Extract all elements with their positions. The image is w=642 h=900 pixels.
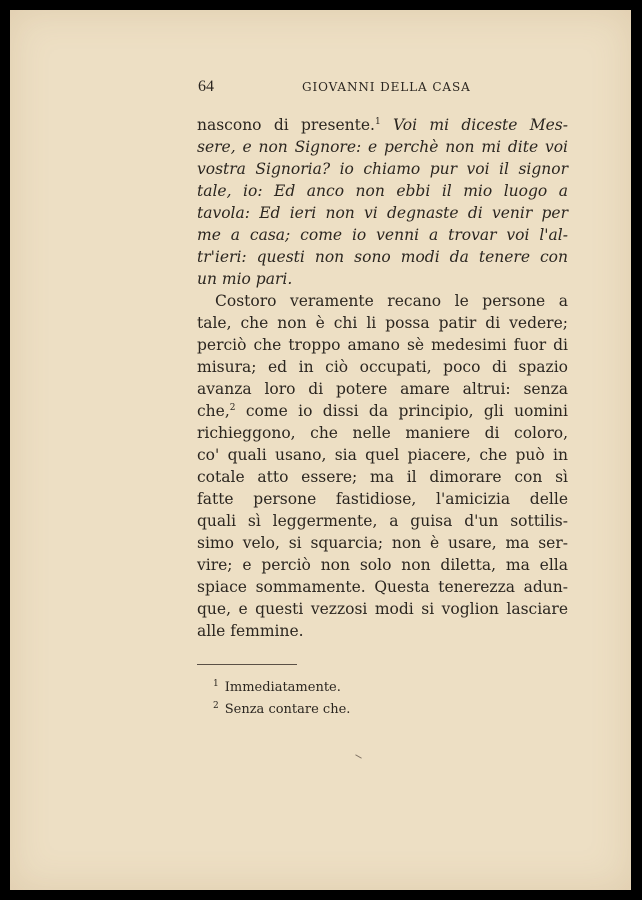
text-line: vostra Signoria? io chiamo pur voi il signor [197,160,568,178]
text-line: cotale atto essere; ma il dimorare con sì [197,468,568,486]
text-line: tavola: Ed ieri non vi degnaste di venir per [197,204,568,222]
text-line: que, e questi vezzosi modi si voglion lasciare [197,600,568,618]
text-line: fatte persone fastidiose, l'amicizia delle [197,490,568,508]
footnote-text: Immediatamente. [224,680,341,695]
paper-speck [355,754,362,758]
paragraph-start-line: Costoro veramente recano le persone a [215,292,568,310]
text-line: tale, io: Ed anco non ebbi il mio luogo a [197,182,568,200]
text-line: tale, che non è chi li possa patir di vedere; [197,314,568,332]
text-line: richieggono, che nelle maniere di coloro, [197,424,568,442]
text-roman: nascono di presente. [197,116,375,134]
text-line: co' quali usano, sia quel piacere, che può in [197,446,568,464]
footnote-ref: 2 [229,403,236,413]
text-line: simo velo, si squarcia; non è usare, ma ser- [197,534,568,552]
text-line: misura; ed in ciò occupati, poco di spazio [197,358,568,376]
text-line: me a casa; come io venni a trovar voi l'al- [197,226,568,244]
text-block [183,78,568,719]
page-number: 64 [198,78,214,95]
footnotes [183,675,568,719]
footnote-text: Senza contare che. [224,702,351,717]
text-line: sere, e non Signore: e perchè non mi dite voi [197,138,568,156]
footnote-ref: 1 [374,117,381,127]
text-space [381,116,393,134]
text-line: alle femmine. [197,622,304,640]
text-line: spiace sommamente. Questa tenerezza adun- [197,578,568,596]
text-roman: come io dissi da principio, gli uomini [235,402,568,420]
running-title: GIOVANNI DELLA CASA [302,80,471,94]
text-roman: che, [197,402,230,420]
running-head [183,78,568,100]
footnote-mark: 1 [213,679,219,689]
footnote-rule [197,664,297,665]
text-line: avanza loro di potere amare altrui: senza [197,380,568,398]
footnote-mark: 2 [213,701,219,711]
text-line [183,400,568,422]
footnote [183,697,568,719]
text-line: tr'ieri: questi non sono modi da tenere con [197,248,568,266]
book-page [10,10,631,890]
text-line: quali sì leggermente, a guisa d'un sottilis- [197,512,568,530]
text-line: un mio pari. [197,270,293,288]
text-line: perciò che troppo amano sè medesimi fuor di [197,336,568,354]
footnote [183,675,568,697]
text-line [183,114,568,136]
text-italic: Voi mi diceste Mes- [393,116,568,134]
text-line: vire; e perciò non solo non diletta, ma ella [197,556,568,574]
body-text [183,114,568,642]
